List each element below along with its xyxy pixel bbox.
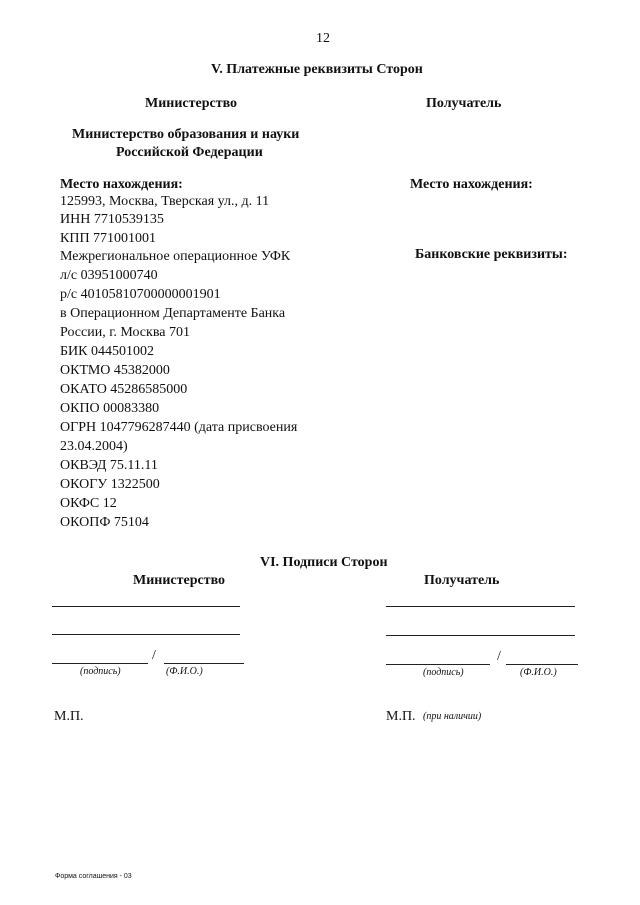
detail-line: л/с 03951000740 xyxy=(60,268,158,283)
page-number: 12 xyxy=(316,31,330,46)
left-stamp-label: М.П. xyxy=(54,709,84,724)
ministry-name-line-2: Российской Федерации xyxy=(116,145,263,160)
right-signature-field xyxy=(386,664,490,665)
detail-line: в Операционном Департаменте Банка xyxy=(60,306,286,321)
right-location-label: Место нахождения: xyxy=(410,177,533,192)
right-signature-line xyxy=(386,635,575,636)
right-bank-details-label: Банковские реквизиты: xyxy=(415,247,568,262)
detail-line: ОГРН 1047796287440 (дата присвоения xyxy=(60,420,298,435)
detail-line: 23.04.2004) xyxy=(60,439,128,454)
detail-line: БИК 044501002 xyxy=(60,344,154,359)
right-signature-line xyxy=(386,606,575,607)
left-signature-field xyxy=(52,663,148,664)
detail-line: ОКОПФ 75104 xyxy=(60,515,149,530)
right-name-field xyxy=(506,664,578,665)
section-5-heading: V. Платежные реквизиты Сторон xyxy=(211,62,423,77)
detail-line: ОКАТО 45286585000 xyxy=(60,382,188,397)
detail-line: ОКПО 00083380 xyxy=(60,401,160,416)
right-stamp-note: (при наличии) xyxy=(423,711,482,722)
detail-line: Межрегиональное операционное УФК xyxy=(60,249,291,264)
detail-line: России, г. Москва 701 xyxy=(60,325,190,340)
signature-caption: (подпись) xyxy=(423,667,464,678)
detail-line: ОКОГУ 1322500 xyxy=(60,477,160,492)
signature-slash: / xyxy=(152,648,156,663)
left-signature-line xyxy=(52,634,240,635)
left-signature-header: Министерство xyxy=(133,573,226,588)
form-footer: Форма соглашения - 03 xyxy=(55,873,132,880)
signature-caption: (подпись) xyxy=(80,666,121,677)
detail-line: ОКФС 12 xyxy=(60,496,117,511)
right-party-header: Получатель xyxy=(426,96,502,111)
location-label: Место нахождения: xyxy=(60,177,183,192)
left-party-header: Министерство xyxy=(145,96,238,111)
left-name-field xyxy=(164,663,244,664)
detail-line: ОКТМО 45382000 xyxy=(60,363,170,378)
ministry-name-line-1: Министерство образования и науки xyxy=(72,127,300,142)
detail-line: ОКВЭД 75.11.11 xyxy=(60,458,158,473)
detail-line: КПП 771001001 xyxy=(60,231,157,246)
right-signature-header: Получатель xyxy=(424,573,500,588)
detail-line: 125993, Москва, Тверская ул., д. 11 xyxy=(60,194,270,209)
detail-line: ИНН 7710539135 xyxy=(60,212,164,227)
left-signature-line xyxy=(52,606,240,607)
section-6-heading: VI. Подписи Сторон xyxy=(260,555,388,570)
detail-line: р/с 40105810700000001901 xyxy=(60,287,221,302)
signature-slash: / xyxy=(497,649,501,664)
name-caption: (Ф.И.О.) xyxy=(166,666,203,677)
name-caption: (Ф.И.О.) xyxy=(520,667,557,678)
right-stamp-label: М.П. xyxy=(386,709,416,724)
